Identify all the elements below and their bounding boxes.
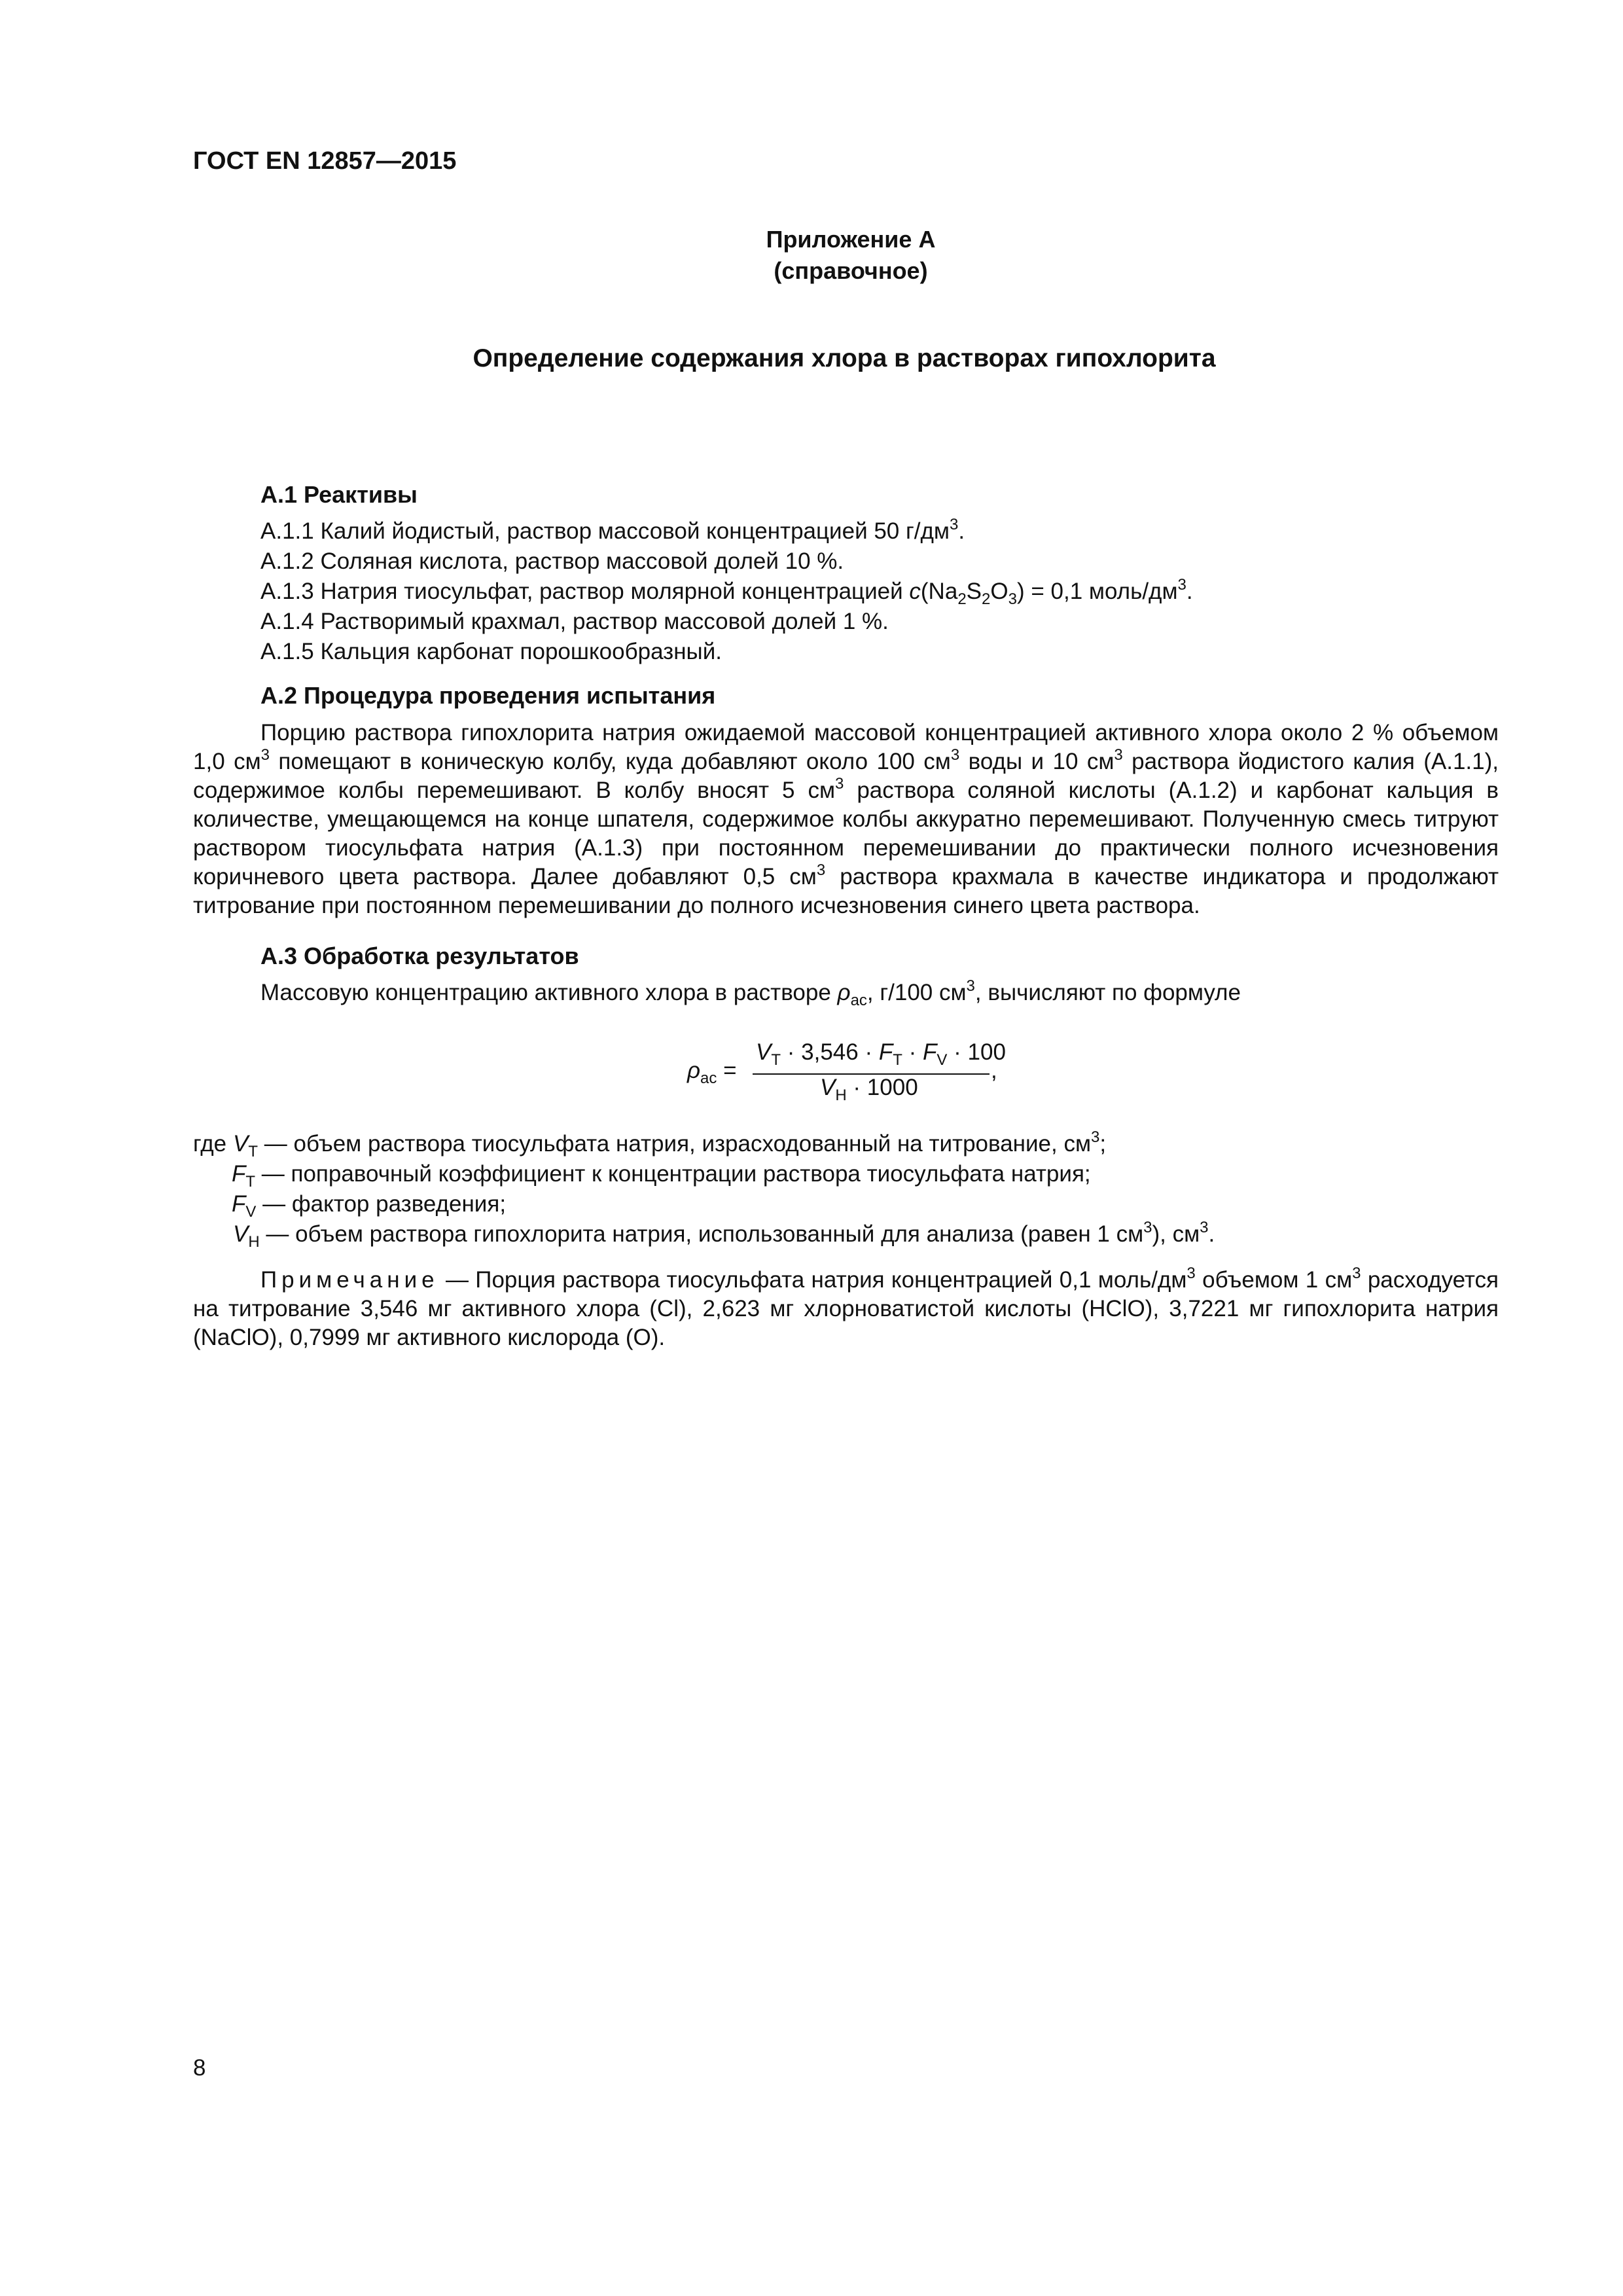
section-a1-title: А.1 Реактивы	[260, 481, 418, 508]
a1-item-5: А.1.5 Кальция карбонат порошкообразный.	[260, 639, 722, 664]
a3-intro: Массовую концентрацию активного хлора в растворе $\rho_{ac}$, г/100 $см^3$, вычисляют по формуле	[260, 977, 1241, 1009]
formula-numerator: $V_T \cdot 3,546 \cdot F_T \cdot F_V \cdot 100$	[756, 1039, 1006, 1069]
def-vh: $V_H$ — объем раствора гипохлорита натрия, использованный для анализа (равен 1 $см^3$), $см^3$.	[233, 1219, 1215, 1251]
formula-denominator: $V_H \cdot 1000$	[820, 1075, 918, 1104]
a2-paragraph: Порцию раствора гипохлорита натрия ожидаемой массовой концентрацией активного хлора около 2 % объемом 1,0 $см^3$ помещают в коническую колбу, куда добавляют около 100 $см^3$ воды и 10 $см^3$ раствора йодистого калия (А.1.1), содержимое колбы перемешивают. В колбу вносят 5 $см^3$ раствора соляной кислоты (А.1.2) и карбонат кальция в количестве, умещающемся на конце шпателя, содержимое колбы аккуратно перемешивают. Полученную смесь титруют раствором тиосульфата натрия (А.1.3) при постоянном перемешивании до практически полного исчезновения коричневого цвета раствора. Далее добавляют 0,5 $см^3$ раствора крахмала в качестве индикатора и продолжают титрование при постоянном перемешивании до полного исчезновения синего цвета раствора.	[193, 720, 1499, 918]
page-number: 8	[193, 2055, 206, 2081]
a1-item-4: А.1.4 Растворимый крахмал, раствор массовой долей 1 %.	[260, 609, 889, 634]
formula-comma: ,	[991, 1058, 997, 1083]
a1-item-2: А.1.2 Соляная кислота, раствор массовой долей 10 %.	[260, 548, 844, 574]
note: Примечание — Порция раствора тиосульфата натрия концентрацией 0,1 моль/$дм^3$ объемом 1 $см^3$ расходуется на титрование 3,546 мг активного хлора (Cl), 2,623 мг хлорноватистой кислоты (HClO), 3,7221 мг гипохлорита натрия (NaClO), 0,7999 мг активного кислорода (O).	[193, 1265, 1499, 1350]
formula-lhs: $\rho_{ac}$ =	[687, 1058, 737, 1087]
annex-title: Приложение А	[766, 226, 936, 253]
def-vt: $V_T$ — объем раствора тиосульфата натрия, израсходованный на титрование, $см^3$;	[233, 1128, 1107, 1160]
section-a2-title: А.2 Процедура проведения испытания	[260, 682, 716, 709]
annex-status: (справочное)	[774, 257, 928, 284]
def-fv: $F_V$ — фактор разведения;	[232, 1191, 507, 1221]
note-label: Примечание	[260, 1267, 439, 1293]
section-a3-title: А.3 Обработка результатов	[260, 942, 579, 969]
annex-heading: Определение содержания хлора в растворах гипохлорита	[473, 344, 1216, 372]
where-word: где	[193, 1131, 227, 1157]
a1-item-3: А.1.3 Натрия тиосульфат, раствор молярной концентрацией $c(Na_2S_2O_3) = 0,1$ моль/$дм^3$.	[260, 576, 1193, 608]
a1-item-1: А.1.1 Калий йодистый, раствор массовой концентрацией 50 $г/дм^3$.	[260, 516, 965, 544]
document-id: ГОСТ EN 12857—2015	[193, 147, 457, 175]
def-ft: $F_T$ — поправочный коэффициент к концентрации раствора тиосульфата натрия;	[232, 1161, 1091, 1191]
